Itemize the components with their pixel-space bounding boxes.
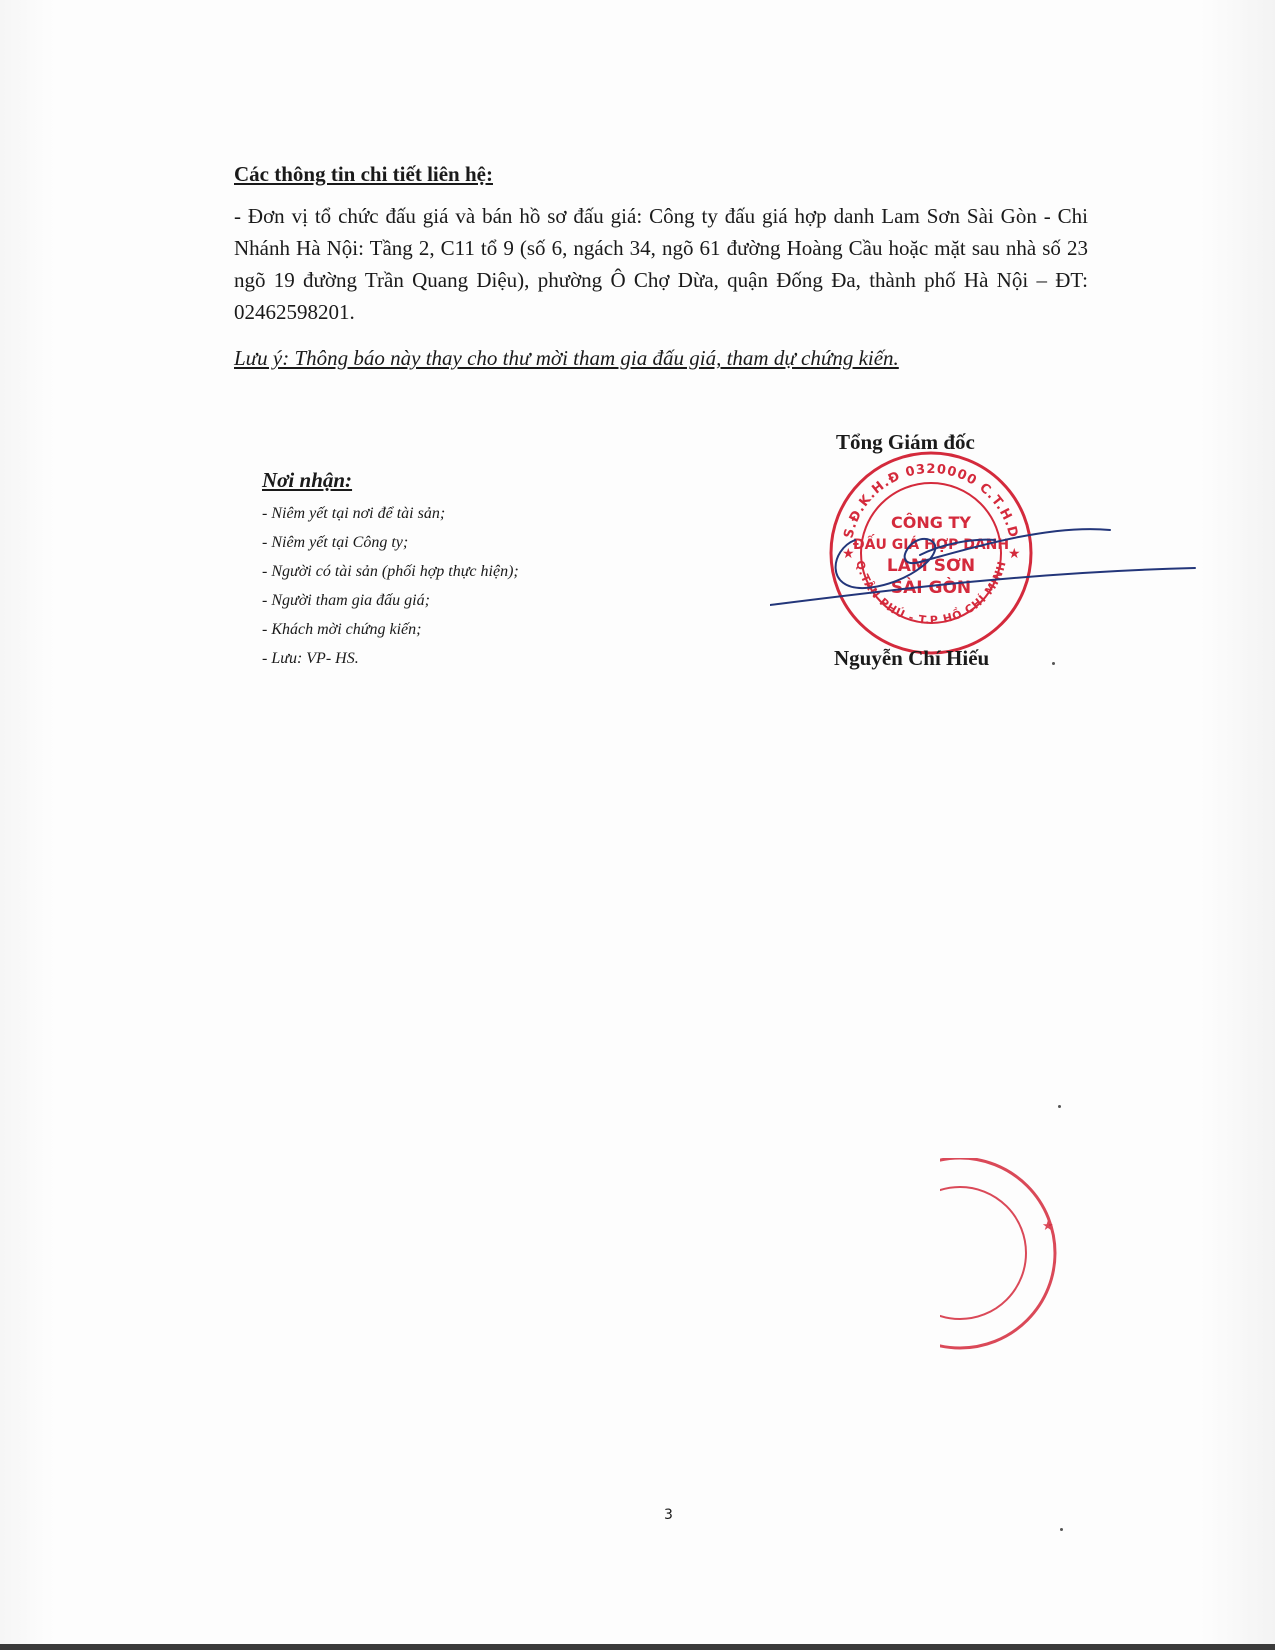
list-item: - Khách mời chứng kiến; (262, 621, 422, 638)
recipients-list (262, 499, 519, 673)
recipients-title: Nơi nhận: (262, 468, 353, 492)
list-item: - Niêm yết tại nơi để tài sản; (262, 505, 446, 522)
recipients-block (262, 468, 519, 673)
seal-line-1: CÔNG TY (891, 513, 971, 532)
scan-speck (1060, 1528, 1063, 1531)
scan-speck (1052, 662, 1055, 665)
contact-paragraph: - Đơn vị tổ chức đấu giá và bán hồ sơ đấu giá: Công ty đấu giá hợp danh Lam Sơn Sài Gòn - Chi Nhánh Hà Nội: Tầng 2, C11 tổ 9 (số 6, ngách 34, ngõ 61 đường Hoàng Cầu hoặc mặt sau nhà số 23 ngõ 19 đường Trần Quang Diệu), phường Ô Chợ Dừa, quận Đống Đa, thành phố Hà Nội – ĐT: 02462598201. (234, 204, 1088, 324)
list-item: - Lưu: VP- HS. (262, 650, 359, 667)
contact-heading: Các thông tin chi tiết liên hệ: (234, 162, 493, 186)
scan-speck (1058, 1105, 1061, 1108)
note-line: Lưu ý: Thông báo này thay cho thư mời tham gia đấu giá, tham dự chứng kiến. (234, 346, 899, 370)
scan-shadow-left (0, 0, 55, 1650)
partial-seal (940, 1158, 1100, 1358)
seal-line-4: SÀI GÒN (890, 578, 972, 598)
scan-bottom-edge (0, 1644, 1275, 1650)
signatory-name: Nguyễn Chí Hiếu (834, 646, 990, 670)
svg-text:★: ★ (842, 546, 855, 562)
signatory-title: Tổng Giám đốc (836, 430, 975, 454)
svg-text:★: ★ (1008, 546, 1021, 562)
scan-shadow-right (1200, 0, 1275, 1650)
seal-bottom-text: Q.TÂN PHÚ - T.P HỒ CHÍ MINH (853, 559, 1009, 627)
list-item: - Người tham gia đấu giá; (262, 592, 430, 609)
handwritten-signature (770, 510, 1200, 630)
seal-ring-text: S.Đ.K.H.Đ 0320000 C.T.H.D (841, 461, 1021, 540)
seal-line-3: LAM SƠN (886, 556, 976, 576)
svg-text:★: ★ (1042, 1219, 1054, 1234)
list-item: - Niêm yết tại Công ty; (262, 534, 409, 551)
page-number: 3 (664, 1507, 673, 1523)
list-item: - Người có tài sản (phối hợp thực hiện); (262, 563, 519, 580)
seal-line-2: ĐẤU GIÁ HỢP DANH (852, 537, 1010, 553)
